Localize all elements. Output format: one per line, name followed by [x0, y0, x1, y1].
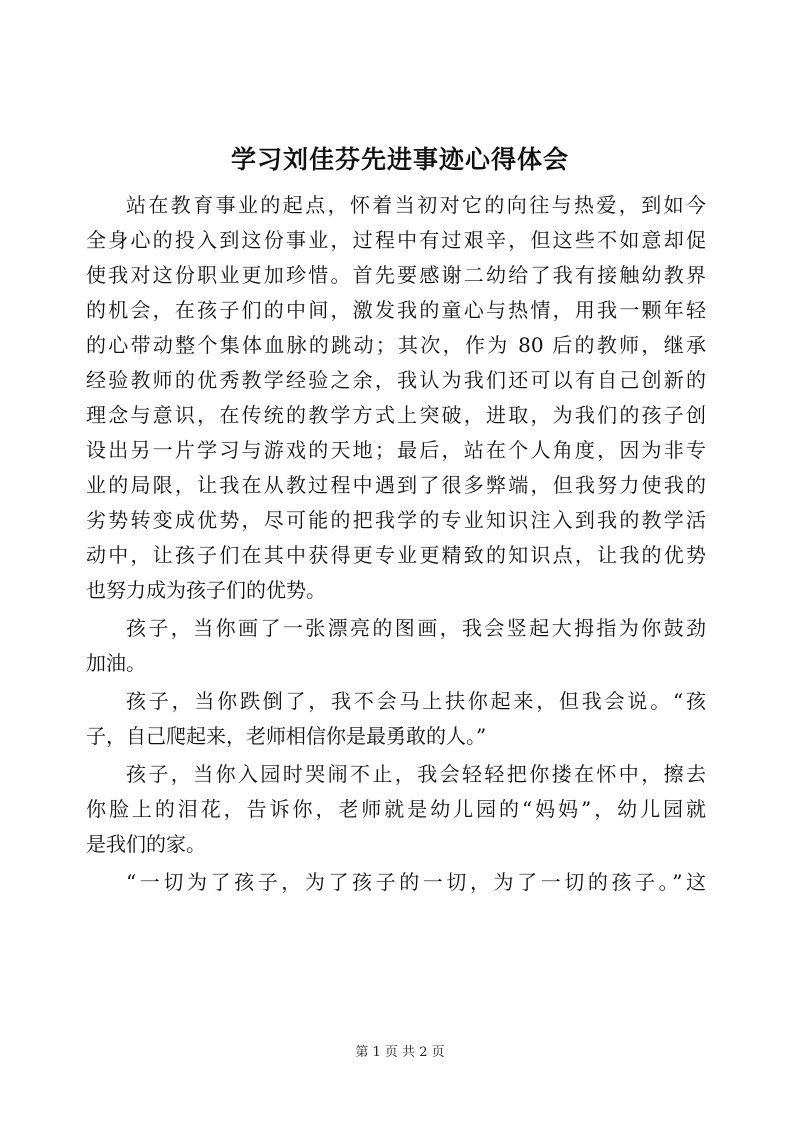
text-line: 使我对这份职业更加珍惜。首先要感谢二幼给了我有接触幼教界	[86, 263, 706, 287]
text-line: 是我们的家。	[86, 832, 206, 856]
text-line: 经验教师的优秀教学经验之余，我认为我们还可以有自己创新的	[86, 368, 706, 392]
text-line: 孩子，当你入园时哭闹不止，我会轻轻把你搂在怀中，擦去	[126, 762, 706, 786]
text-line: 你脸上的泪花，告诉你，老师就是幼儿园的“妈妈”，幼儿园就	[86, 797, 706, 821]
paragraph	[86, 757, 706, 862]
document-title: 学习刘佳芬先进事迹心得体会	[230, 145, 569, 174]
text-line: 设出另一片学习与游戏的天地；最后，站在个人角度，因为非专	[86, 438, 706, 462]
text-line: 理念与意识，在传统的教学方式上突破，进取，为我们的孩子创	[86, 403, 706, 427]
text-line: 全身心的投入到这份事业，过程中有过艰辛，但这些不如意却促	[86, 228, 706, 252]
text-line: 也努力成为孩子们的优势。	[86, 578, 326, 602]
text-line: 孩子，当你跌倒了，我不会马上扶你起来，但我会说。“孩	[126, 689, 706, 713]
paragraph	[86, 865, 706, 900]
text-line: 劣势转变成优势，尽可能的把我学的专业知识注入到我的教学活	[86, 508, 706, 532]
text-line: 动中，让孩子们在其中获得更专业更精致的知识点，让我的优势	[86, 543, 706, 567]
text-line: 业的局限，让我在从教过程中遇到了很多弊端，但我努力使我的	[86, 473, 706, 497]
text-line: 的机会，在孩子们的中间，激发我的童心与热情，用我一颗年轻	[86, 298, 706, 322]
paragraph	[86, 188, 706, 608]
text-line: 孩子，当你画了一张漂亮的图画，我会竖起大拇指为你鼓劲	[126, 616, 706, 640]
text-line: 加油。	[86, 651, 146, 675]
text-line: 的心带动整个集体血脉的跳动；其次，作为 80 后的教师，继承	[86, 333, 706, 357]
paragraph	[86, 684, 706, 754]
text-line: 子，自己爬起来，老师相信你是最勇敢的人。”	[86, 724, 487, 748]
text-line: 站在教育事业的起点，怀着当初对它的向往与热爱，到如今	[126, 193, 706, 217]
paragraph	[86, 611, 706, 681]
document-body	[86, 188, 706, 903]
page-number-footer: 第 1 页 共 2 页	[355, 1045, 445, 1060]
text-line: “一切为了孩子，为了孩子的一切，为了一切的孩子。”这	[126, 870, 706, 894]
